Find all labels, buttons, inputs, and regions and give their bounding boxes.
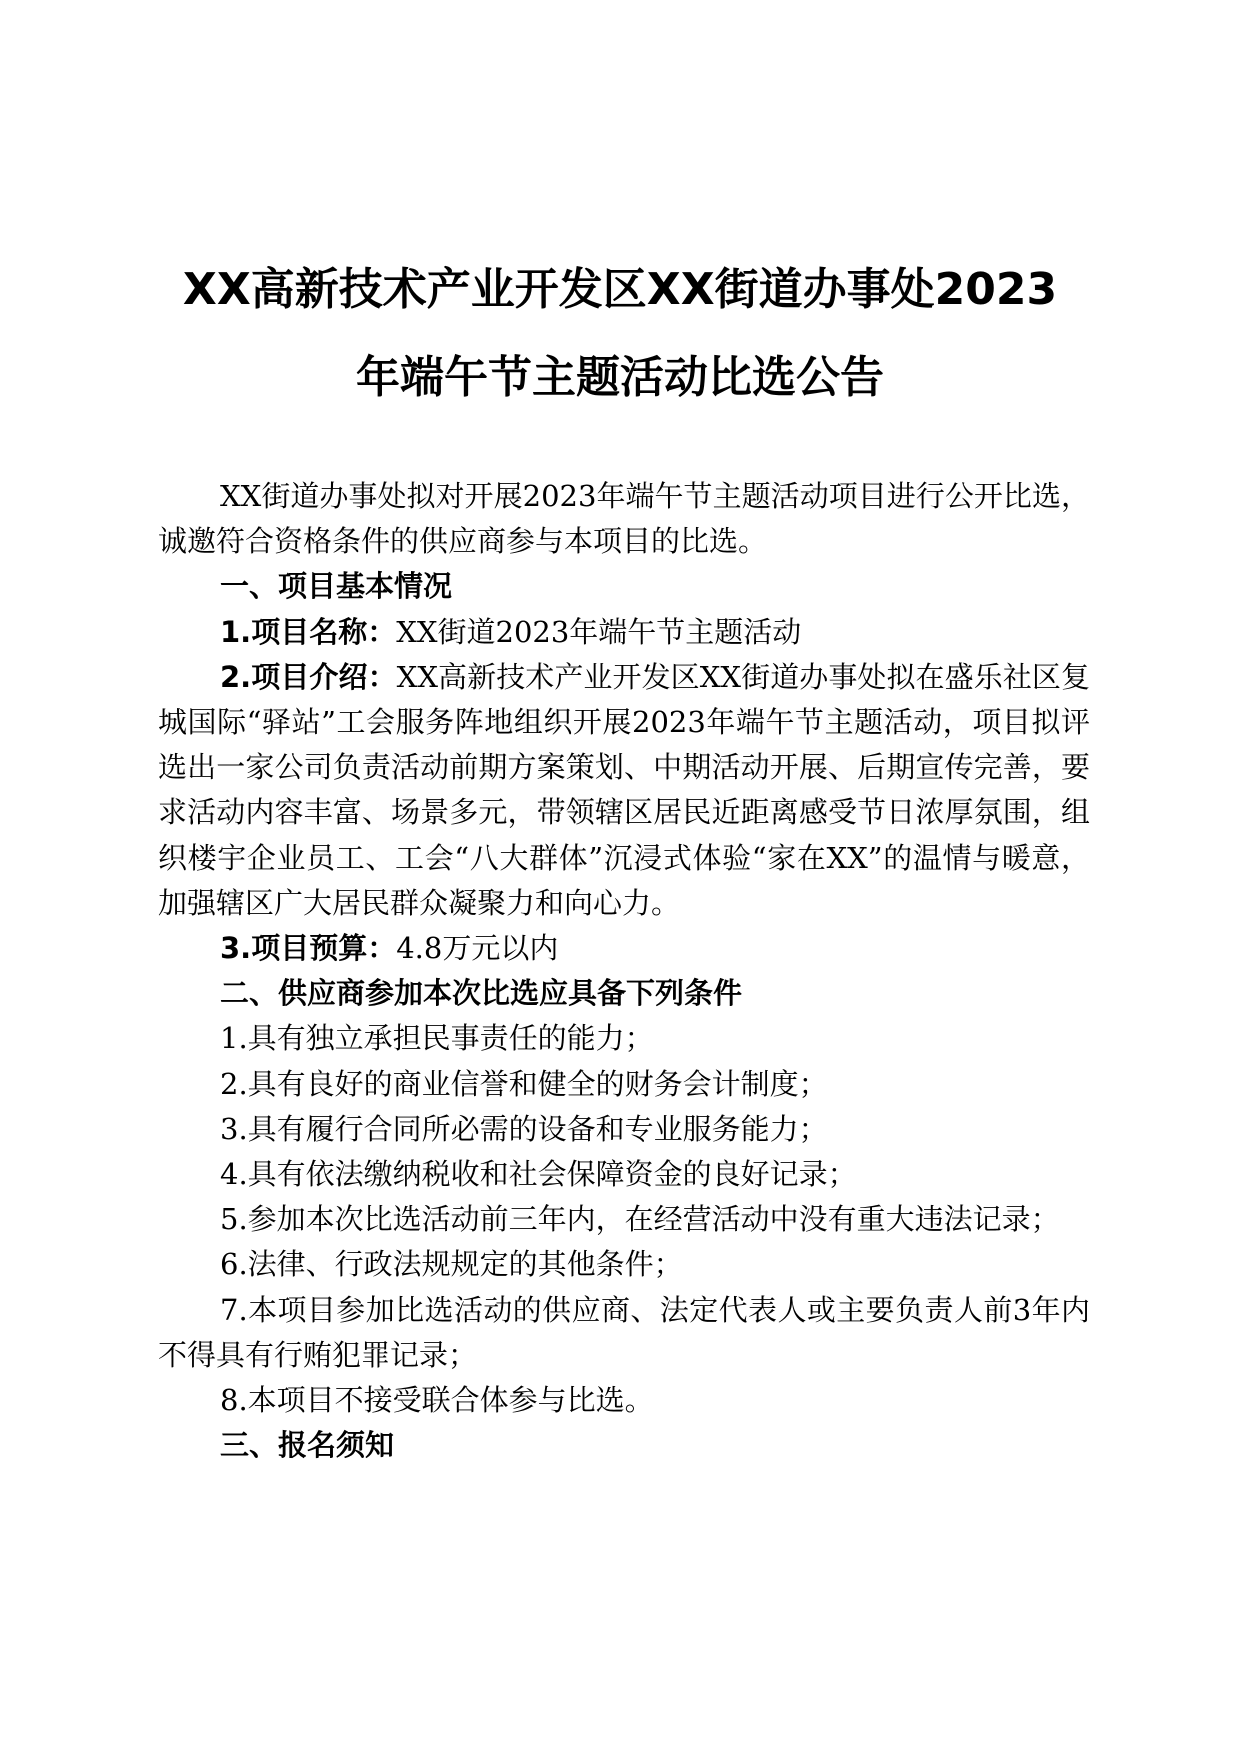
project-name-paragraph [158,610,1090,655]
condition-item: 6.法律、行政法规规定的其他条件； [220,1247,683,1282]
condition-item: 1.具有独立承担民事责任的能力； [220,1021,654,1056]
project-intro-value: XX高新技术产业开发区XX街道办事处拟在盛乐社区复城国际“驿站”工会服务阵地组织开展2023年端午节主题活动，项目拟评选出一家公司负责活动前期方案策划、中期活动开展、后期宣传完善，要求活动内容丰富、场景多元，带领辖区居民近距离感受节日浓厚氛围，组织楼宇企业员工、工会“八大群体”沉浸式体验“家在XX”的温情与暖意，加强辖区广大居民群众凝聚力和向心力。 [158,659,1090,920]
condition-item: 7.本项目参加比选活动的供应商、法定代表人或主要负责人前3年内不得具有行贿犯罪记录； [158,1292,1090,1372]
intro-paragraph: XX街道办事处拟对开展2023年端午节主题活动项目进行公开比选，诚邀符合资格条件的供应商参与本项目的比选。 [158,479,1090,559]
section-heading-supplier-conditions: 二、供应商参加本次比选应具备下列条件 [220,976,743,1011]
project-intro-label: 2.项目介绍： [220,659,397,694]
document-body [158,474,1090,1468]
document-title-line-2: 年端午节主题活动比选公告 [356,352,884,403]
condition-item: 8.本项目不接受联合体参与比选。 [220,1383,654,1418]
condition-item: 3.具有履行合同所必需的设备和专业服务能力； [220,1111,828,1146]
project-budget-label: 3.项目预算： [220,931,397,966]
condition-item: 5.参加本次比选活动前三年内，在经营活动中没有重大违法记录； [220,1202,1060,1237]
section-heading-basic-info: 一、项目基本情况 [220,569,453,604]
condition-item: 2.具有良好的商业信誉和健全的财务会计制度； [220,1066,828,1101]
section-heading-registration: 三、报名须知 [220,1428,395,1463]
document-title-line-1: XX高新技术产业开发区XX街道办事处2023 [182,264,1058,315]
project-name-value: XX街道2023年端午节主题活动 [396,614,802,649]
project-name-label: 1.项目名称： [220,614,397,649]
project-budget-paragraph [158,926,1090,971]
condition-item: 4.具有依法缴纳税收和社会保障资金的良好记录； [220,1157,857,1192]
project-budget-value: 4.8万元以内 [396,931,559,966]
project-intro-paragraph [158,655,1090,926]
